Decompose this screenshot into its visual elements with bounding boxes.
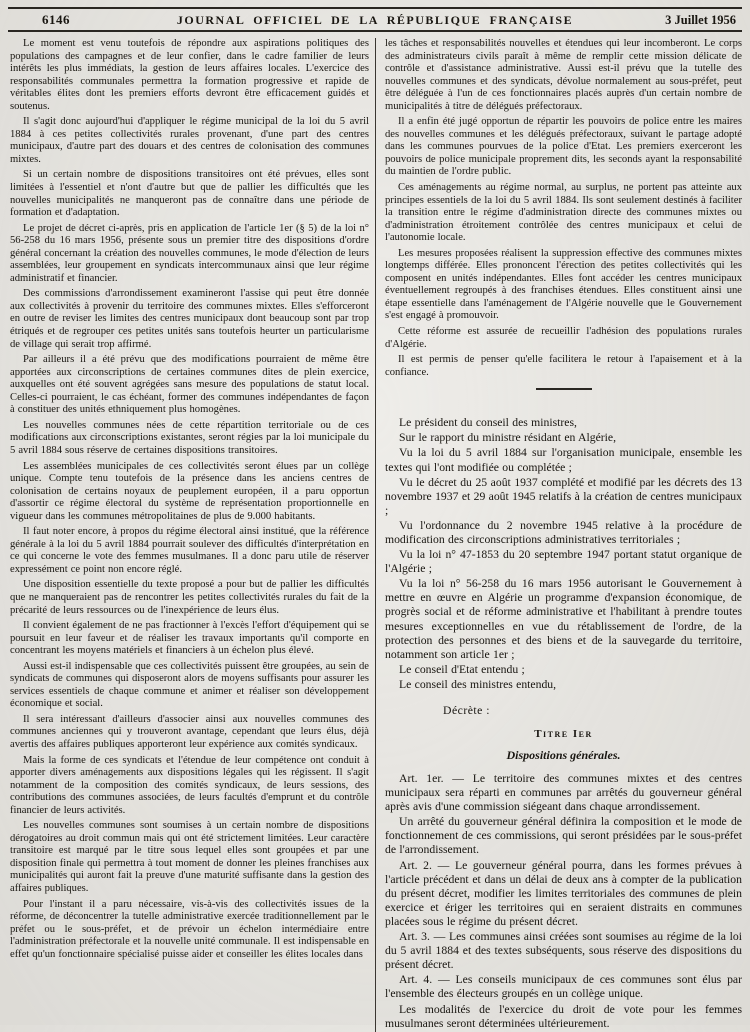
- preamble-line: Vu la loi n° 56-258 du 16 mars 1956 autorisant le Gouvernement à mettre en œuvre en Algérie un programme d'expansion économique, de progrès social et de réforme administrative et l'habilitant à prendre toutes mesures exceptionnelles en vue du rétablissement de l'ordre, de la protection des personnes et des biens et de la sauvegarde du territoire, notamment son article 1er ;: [385, 577, 742, 661]
- articles-list: [385, 772, 742, 1031]
- body-paragraph: Les mesures proposées réalisent la suppression effective des communes mixtes longtemps différée. Elles prononcent l'érection des petites collectivités qui les composent en unités indépendantes. Elles font accéder les centres municipaux éventuellement regroupés à des franchises étendues. Elles constituent ainsi une étape essentielle dans l'aménagement de l'Algérie nouvelle que le Gouvernement s'est engagé à promouvoir.: [385, 247, 742, 322]
- article-paragraph: Art. 3. — Les communes ainsi créées sont soumises au régime de la loi du 5 avril 1884 et des textes subséquents, sous réserve des dispositions du présent décret.: [385, 930, 742, 972]
- body-paragraph: Il est permis de penser qu'elle facilitera le retour à l'apaisement et à la confiance.: [385, 354, 742, 378]
- section-divider-rule: [536, 388, 592, 390]
- preamble-line: Vu la loi n° 47-1853 du 20 septembre 1947 portant statut organique de l'Algérie ;: [385, 548, 742, 576]
- body-paragraph: Mais la forme de ces syndicats et l'étendue de leur compétence ont conduit à apporter divers aménagements aux dispositions légales qui les régissent. Il s'agit notamment de la composition des comités syndicaux, de leurs sessions, des contributions des communes associées, de leurs facultés d'emprunt et du contrôle financier de leurs activités.: [10, 754, 369, 816]
- preamble-line: Vu l'ordonnance du 2 novembre 1945 relative à la procédure de modification des circonscriptions administratives territoriales ;: [385, 518, 742, 546]
- body-paragraph: Si un certain nombre de dispositions transitoires ont été prévues, elles sont limitées à l'essentiel et n'ont d'autre but que de pallier les difficultés que les nouvelles municipalités ne manqueront pas de connaître dans une période de formation et d'adaptation.: [10, 169, 369, 219]
- body-paragraph: Les nouvelles communes sont soumises à un certain nombre de dispositions dérogatoires au droit commun mais qui ont été strictement limitées. Leur caractère transitoire est marqué par le titre sous lequel elles sont groupées et par une disposition finale qui permettra à tout moment de donner les pleines franchises aux municipalités qui auront fait la preuve d'une maturité suffisante dans la gestion des affaires publiques.: [10, 820, 369, 894]
- body-paragraph: Cette réforme est assurée de recueillir l'adhésion des populations rurales d'Algérie.: [385, 326, 742, 350]
- decree-preamble: [385, 416, 742, 692]
- article-paragraph: Un arrêté du gouverneur général définira la composition et le mode de fonctionnement de ces commissions, qui seront présidées par le sous-préfet de l'arrondissement.: [385, 815, 742, 857]
- article-paragraph: Art. 4. — Les conseils municipaux de ces communes sont élus par l'ensemble des électeurs groupés en un collège unique.: [385, 973, 742, 1001]
- issue-date: 3 Juillet 1956: [665, 13, 736, 27]
- article-paragraph: Art. 2. — Le gouverneur général pourra, dans les formes prévues à l'article précédent et dans un délai de deux ans à compter de la publication du présent décret, modifier les limites territoriales des communes de plein exercice et ériger les territoires qui en seraient distraits en communes placées sous le régime du présent décret.: [385, 858, 742, 928]
- journal-title: JOURNAL OFFICIEL DE LA RÉPUBLIQUE FRANÇAISE: [176, 13, 574, 27]
- page-number: 6146: [42, 12, 70, 27]
- right-column: [375, 38, 742, 1032]
- preamble-line: Le conseil d'Etat entendu ;: [399, 662, 525, 676]
- article-paragraph: Les modalités de l'exercice du droit de vote pour les femmes musulmanes seront déterminées ultérieurement.: [385, 1002, 742, 1030]
- preamble-line: Vu la loi du 5 avril 1884 sur l'organisation municipale, ensemble les textes qui l'ont modifiée ou complétée ;: [385, 446, 742, 474]
- preamble-line: Sur le rapport du ministre résidant en Algérie,: [399, 431, 617, 445]
- body-paragraph: Une disposition essentielle du texte proposé a pour but de pallier les difficultés que ne manqueraient pas de rencontrer les petites collectivités rurales du fait de la précarité de leurs ressources ou de l'inexpérience de leurs élus.: [10, 579, 369, 616]
- page-body: [8, 38, 742, 1032]
- body-paragraph: Le moment est venu toutefois de répondre aux aspirations politiques des populations des campagnes et de leur confier, dans le cadre familier de leurs intérêts les plus immédiats, la gestion de leurs affaires locales. L'exercice des responsabilités communales permettra la formation progressive et rapide de véritables élites dont les premiers efforts devront être efficacement guidés et soutenus.: [10, 38, 369, 112]
- body-paragraph: Aussi est-il indispensable que ces collectivités puissent être groupées, au sein de syndicats de communes qui disposeront alors de moyens suffisants pour assurer les services essentiels de chaque commune et animer et réaliser son développement économique et social.: [10, 660, 369, 710]
- preamble-line: Le conseil des ministres entendu,: [399, 677, 557, 691]
- body-paragraph: Pour l'instant il a paru nécessaire, vis-à-vis des collectivités issues de la réforme, de déconcentrer la tutelle administrative exercée traditionnellement par le préfet ou le sous-préfet, et de prévoir un échelon intermédiaire entre l'administration préfectorale et la nouvelle unité communale. Il est indispensable en effet qu'un fonctionnaire spécialisé puisse aider et conseiller les élites locales dans: [10, 898, 369, 960]
- left-column: [8, 38, 375, 1032]
- body-paragraph: Il sera intéressant d'ailleurs d'associer ainsi aux nouvelles communes des communes anciennes qui y trouveront avantage, cependant que leurs élus, déjà avertis des affaires publiques apporteront leur expérience aux comités syndicaux.: [10, 713, 369, 750]
- subtitle-heading: Dispositions générales.: [506, 748, 621, 762]
- preamble-line: Le président du conseil des ministres,: [399, 416, 577, 430]
- body-paragraph: Le projet de décret ci-après, pris en application de l'article 1er (§ 5) de la loi n° 56-258 du 16 mars 1956, présente sous un premier titre des dispositions d'ordre général concernant la création des nouvelles communes, le mode d'élection de leurs assemblées, leur groupement en syndicats intercommunaux ainsi que leur régime administratif et financier.: [10, 222, 369, 284]
- decree-enacting-word: Décrète :: [443, 704, 490, 717]
- body-paragraph: Ces aménagements au régime normal, au surplus, ne portent pas atteinte aux principes essentiels de la loi du 5 avril 1884. Ils sont seulement destinés à faciliter la transition entre le régime d'administration directe des communes mixtes ou d'administration étroitement contrôlée des centres municipaux et celui de l'autonomie locale.: [385, 182, 742, 244]
- page-header: [8, 7, 742, 32]
- right-column-paragraphs: [385, 116, 742, 379]
- article-paragraph: Art. 1er. — Le territoire des communes mixtes et des centres municipaux sera réparti en communes par arrêtés du gouverneur général après avis d'une commission siégeant dans chaque arrondissement.: [385, 772, 742, 814]
- body-paragraph: Les assemblées municipales de ces collectivités seront élues par un collège unique. Compte tenu toutefois de la présence dans les anciens centres de colonisation de certains noyaux de peuplement européen, il a paru opportun d'assortir ce régime électoral du système de représentation proportionnelle en vigueur dans les communes métropolitaines de plus de 9.000 habitants.: [10, 460, 369, 522]
- journal-page: [0, 7, 750, 1030]
- title-heading: Titre Ier: [534, 728, 593, 740]
- body-paragraph: Il s'agit donc aujourd'hui d'appliquer le régime municipal de la loi du 5 avril 1884 à ces petites collectivités rurales provenant, d'une part des centres municipaux, d'autre part des douars et des centres de colonisation des communes mixtes.: [10, 116, 369, 165]
- body-paragraph: Les nouvelles communes nées de cette répartition territoriale ou de ces modifications aux circonscriptions existantes, seront régies par la loi municipale du 5 avril 1884 sous réserve de certaines dispositions transitoires.: [10, 419, 369, 456]
- body-paragraph: Il faut noter encore, à propos du régime électoral ainsi institué, que la référence générale à la loi du 5 avril 1884 pourrait soulever des difficultés d'interprétation en ce qui concerne le vote des femmes musulmanes. Il a donc paru utile de réserver expressément ce point non encore réglé.: [10, 526, 369, 575]
- body-paragraph: Des commissions d'arrondissement examineront l'assise qui peut être donnée aux collectivités à provenir du territoire des communes mixtes. Elles s'efforceront en outre de reviser les limites des centres municipaux dont beaucoup sont par trop étriqués et de regrouper ces petites unités sans toutefois heurter un particularisme de village qui serait trop affirmé.: [10, 288, 369, 350]
- body-paragraph: Il a enfin été jugé opportun de répartir les pouvoirs de police entre les maires des nouvelles communes et les délégués préfectoraux, suivant le partage adopté dans les communes pourvues de la police d'Etat. Les premiers exerceront les pouvoirs de police municipale proprement dits, les seconds ayant la responsabilité du maintien de l'ordre public.: [385, 116, 742, 178]
- body-paragraph: Il convient également de ne pas fractionner à l'excès l'effort d'équipement qui se poursuit en leur faveur et de réaliser les travaux importants qu'il comporte en concentrant les moyens matériels et financiers à un échelon plus élevé.: [10, 620, 369, 657]
- preamble-line: Vu le décret du 25 août 1937 complété et modifié par les décrets des 13 novembre 1937 et 29 août 1945 relatifs à la création de centres municipaux ;: [385, 475, 742, 517]
- body-paragraph-continuation: les tâches et responsabilités nouvelles et étendues qui leur incomberont. Le corps des administrateurs civils paraît à même de remplir cette mission délicate de contrôle et d'assistance administrative. Aussi est-il prévu que la tutelle des nouvelles communes et des syndicats, dévolue normalement au sous-préfet, peut être déléguée à l'un de ces fonctionnaires placés auprès d'un certain nombre de municipalités à titre de délégués préfectoraux.: [385, 38, 742, 112]
- body-paragraph: Par ailleurs il a été prévu que des modifications pourraient de même être apportées aux circonscriptions de certaines communes dites de plein exercice, auxquelles ont été souvent agrégées sans mesure des populations de statut local. Celles-ci pourraient, le cas échéant, former des communes indépendantes de façon à constituer des unités ethniquement plus homogènes.: [10, 354, 369, 416]
